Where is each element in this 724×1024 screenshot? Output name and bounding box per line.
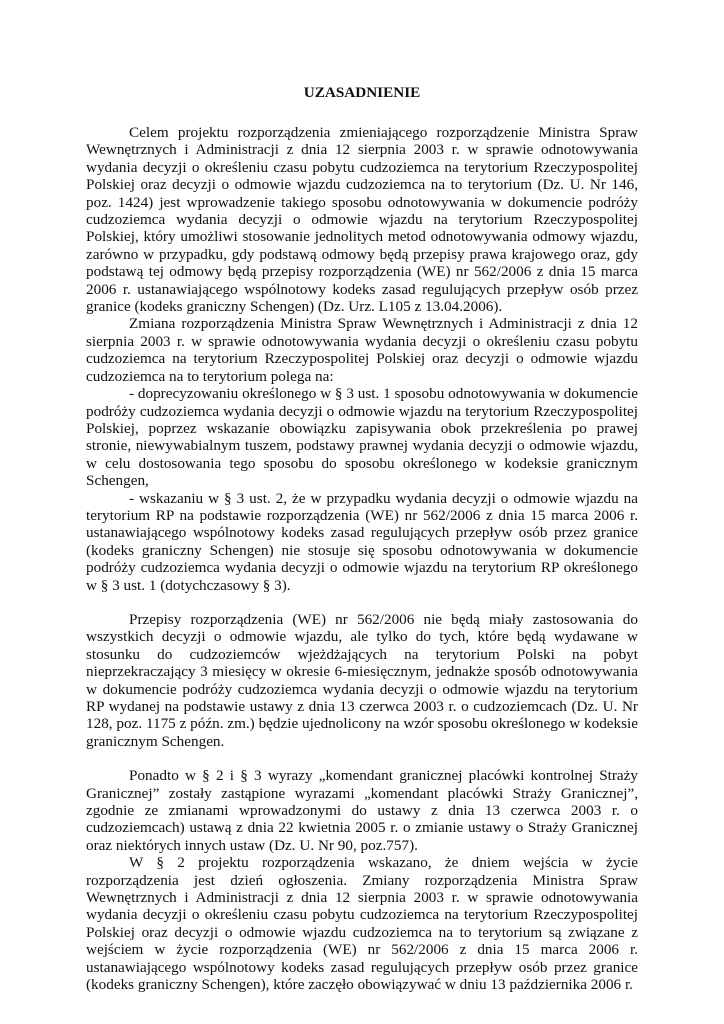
paragraph-regulation-scope: Przepisy rozporządzenia (WE) nr 562/2006 nie będą miały zastosowania do wszystkich decyzji o odmowie wjazdu, ale tylko do tych, które będą wydawane w stosunku do cudzoziemców wjeżdżających na terytorium Polski na pobyt nieprzekraczający 3 miesięcy w okresie 6-miesięcznym, jednakże sposób odnotowywania w dokumencie podróży cudzoziemca wydania decyzji o odmowie wjazdu na terytorium RP wydanej na podstawie ustawy z dnia 13 czerwca 2003 r. o cudzoziemcach (Dz. U. Nr 128, poz. 1175 z późn. zm.) będzie ujednolicony na wzór sposobu określonego w kodeksie granicznym Schengen. [86,610,638,750]
paragraph-wording-change: Ponadto w § 2 i § 3 wyrazy „komendant granicznej placówki kontrolnej Straży Granicznej” zostały zastąpione wyrazami „komendant placówki Straży Granicznej”, zgodnie ze zmianami wprowadzonymi do ustawy z dnia 13 czerwca 2003 r. o cudzoziemcach) ustawą z dnia 22 kwietnia 2005 r. o zmianie ustawy o Straży Granicznej oraz niektórych innych ustaw (Dz. U. Nr 90, poz.757). [86,767,638,854]
paragraph-entry-into-force: W § 2 projektu rozporządzenia wskazano, że dniem wejścia w życie rozporządzenia jest dzień ogłoszenia. Zmiany rozporządzenia Ministra Spraw Wewnętrznych i Administracji z dnia 12 sierpnia 2003 r. w sprawie odnotowywania wydania decyzji o określeniu czasu pobytu cudzoziemca na terytorium Rzeczypospolitej Polskiej oraz decyzji o odmowie wjazdu cudzoziemca na to terytorium są związane z wejściem w życie rozporządzenia (WE) nr 562/2006 z dnia 15 marca 2006 r. ustanawiającego wspólnotowy kodeks zasad regulujących przepływ osób przez granice (kodeks graniczny Schengen), które zaczęło obowiązywać w dniu 13 października 2006 r. [86,854,638,994]
document-title: UZASADNIENIE [303,84,421,101]
paragraph-purpose: Celem projektu rozporządzenia zmieniającego rozporządzenie Ministra Spraw Wewnętrznych i Administracji z dnia 12 sierpnia 2003 r. w sprawie odnotowywania wydania decyzji o określeniu czasu pobytu cudzoziemca na terytorium Rzeczypospolitej Polskiej oraz decyzji o odmowie wjazdu cudzoziemca na to terytorium (Dz. U. Nr 146, poz. 1424) jest wprowadzenie takiego sposobu odnotowywania w dokumencie podróży cudzoziemca wydania decyzji o odmowie wjazdu na terytorium Rzeczypospolitej Polskiej, który umożliwi stosowanie jednolitych metod odnotowywania odmowy wjazdu, zarówno w przypadku, gdy podstawą odmowy będą przepisy prawa krajowego oraz, gdy podstawą tej odmowy będą przepisy rozporządzenia (WE) nr 562/2006 z dnia 15 marca 2006 r. ustanawiającego wspólnotowy kodeks zasad regulujących przepływ osób przez granice (kodeks graniczny Schengen) (Dz. Urz. L105 z 13.04.2006). [86,124,638,316]
paragraph-change-item-2: - wskazaniu w § 3 ust. 2, że w przypadku wydania decyzji o odmowie wjazdu na terytorium RP na podstawie rozporządzenia (WE) nr 562/2006 z dnia 15 marca 2006 r. ustanawiającego wspólnotowy kodeks zasad regulujących przepływ osób przez granice (kodeks graniczny Schengen) nie stosuje się sposobu odnotowywania w dokumencie podróży cudzoziemca wydania decyzji o odmowie wjazdu na terytorium RP określonego w § 3 ust. 1 (dotychczasowy § 3). [86,489,638,594]
document-page [86,84,638,994]
paragraph-change-intro: Zmiana rozporządzenia Ministra Spraw Wewnętrznych i Administracji z dnia 12 sierpnia 2003 r. w sprawie odnotowywania wydania decyzji o określeniu czasu pobytu cudzoziemca na terytorium Rzeczypospolitej Polskiej oraz decyzji o odmowie wjazdu cudzoziemca na to terytorium polega na: [86,315,638,385]
paragraph-change-item-1: - doprecyzowaniu określonego w § 3 ust. 1 sposobu odnotowywania w dokumencie podróży cudzoziemca wydania decyzji o odmowie wjazdu na terytorium Rzeczypospolitej Polskiej, poprzez wskazanie obowiązku zapisywania obok przekreślenia po prawej stronie, niewywabialnym tuszem, podstawy prawnej wydania decyzji o odmowie wjazdu, w celu dostosowania tego sposobu do sposobu określonego w kodeksie granicznym Schengen, [86,385,638,490]
